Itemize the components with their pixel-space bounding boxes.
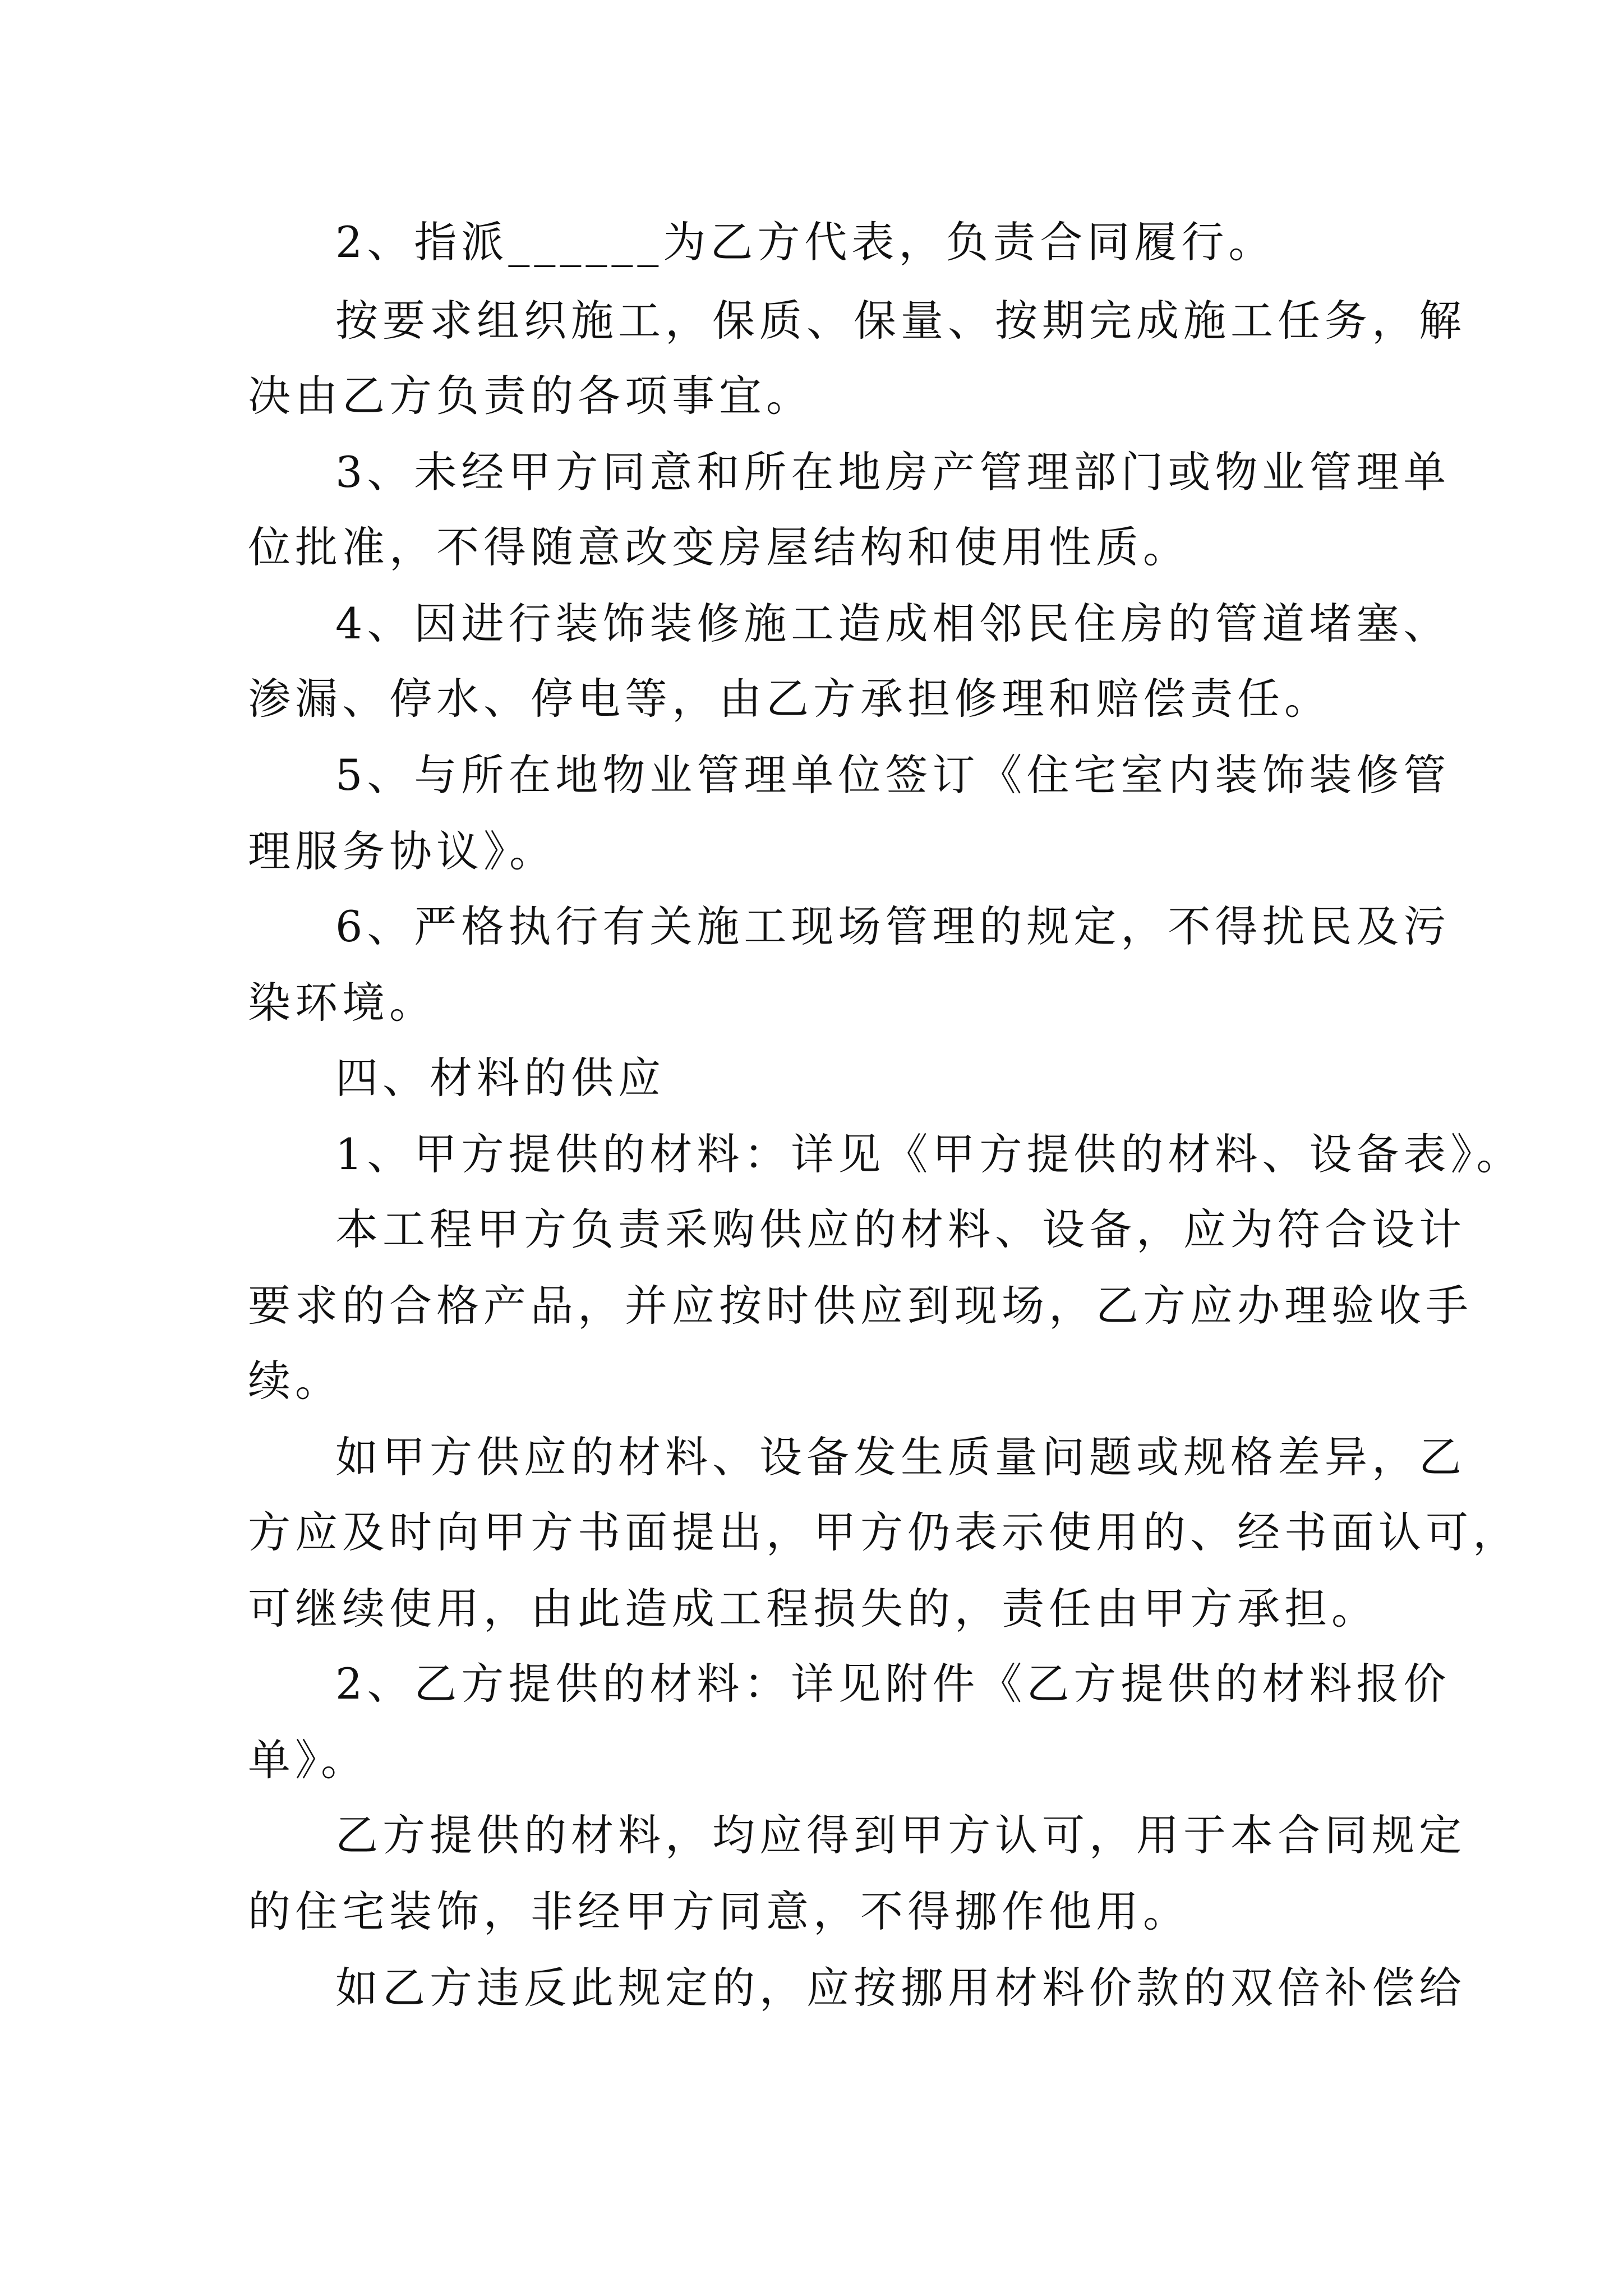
paragraph-line: 1、甲方提供的材料：详见《甲方提供的材料、设备表》。	[335, 1129, 1524, 1179]
paragraph-line: 位批准，不得随意改变房屋结构和使用性质。	[248, 522, 1190, 572]
paragraph-line: 渗漏、停水、停电等，由乙方承担修理和赔偿责任。	[248, 674, 1331, 724]
paragraph-line: 乙方提供的材料，均应得到甲方认可，用于本合同规定	[335, 1810, 1466, 1860]
paragraph-line: 2、指派______为乙方代表，负责合同履行。	[335, 217, 1276, 267]
paragraph-line: 如甲方供应的材料、设备发生质量问题或规格差异，乙	[335, 1432, 1466, 1482]
paragraph-line: 决由乙方负责的各项事宜。	[248, 371, 813, 421]
paragraph-line: 方应及时向甲方书面提出，甲方仍表示使用的、经书面认可，	[248, 1507, 1520, 1557]
paragraph-line: 2、乙方提供的材料：详见附件《乙方提供的材料报价	[335, 1659, 1451, 1709]
paragraph-line: 理服务协议》。	[248, 826, 556, 876]
paragraph-line: 如乙方违反此规定的，应按挪用材料价款的双倍补偿给	[335, 1963, 1466, 2013]
paragraph-line: 3、未经甲方同意和所在地房产管理部门或物业管理单	[335, 447, 1451, 497]
section-heading: 四、材料的供应	[335, 1053, 665, 1103]
paragraph-line: 按要求组织施工，保质、保量、按期完成施工任务，解	[335, 296, 1466, 346]
paragraph-line: 可继续使用，由此造成工程损失的，责任由甲方承担。	[248, 1584, 1378, 1634]
paragraph-line: 染环境。	[248, 978, 436, 1028]
paragraph-line: 的住宅装饰，非经甲方同意，不得挪作他用。	[248, 1887, 1190, 1936]
paragraph-line: 6、严格执行有关施工现场管理的规定，不得扰民及污	[335, 901, 1451, 951]
paragraph-line: 续。	[248, 1356, 342, 1406]
paragraph-line: 本工程甲方负责采购供应的材料、设备，应为符合设计	[335, 1204, 1466, 1254]
paragraph-line: 要求的合格产品，并应按时供应到现场，乙方应办理验收手	[248, 1281, 1473, 1331]
paragraph-line: 4、因进行装饰装修施工造成相邻民住房的管道堵塞、	[335, 599, 1451, 648]
paragraph-line: 单》。	[248, 1735, 368, 1785]
paragraph-line: 5、与所在地物业管理单位签订《住宅室内装饰装修管	[335, 750, 1451, 800]
